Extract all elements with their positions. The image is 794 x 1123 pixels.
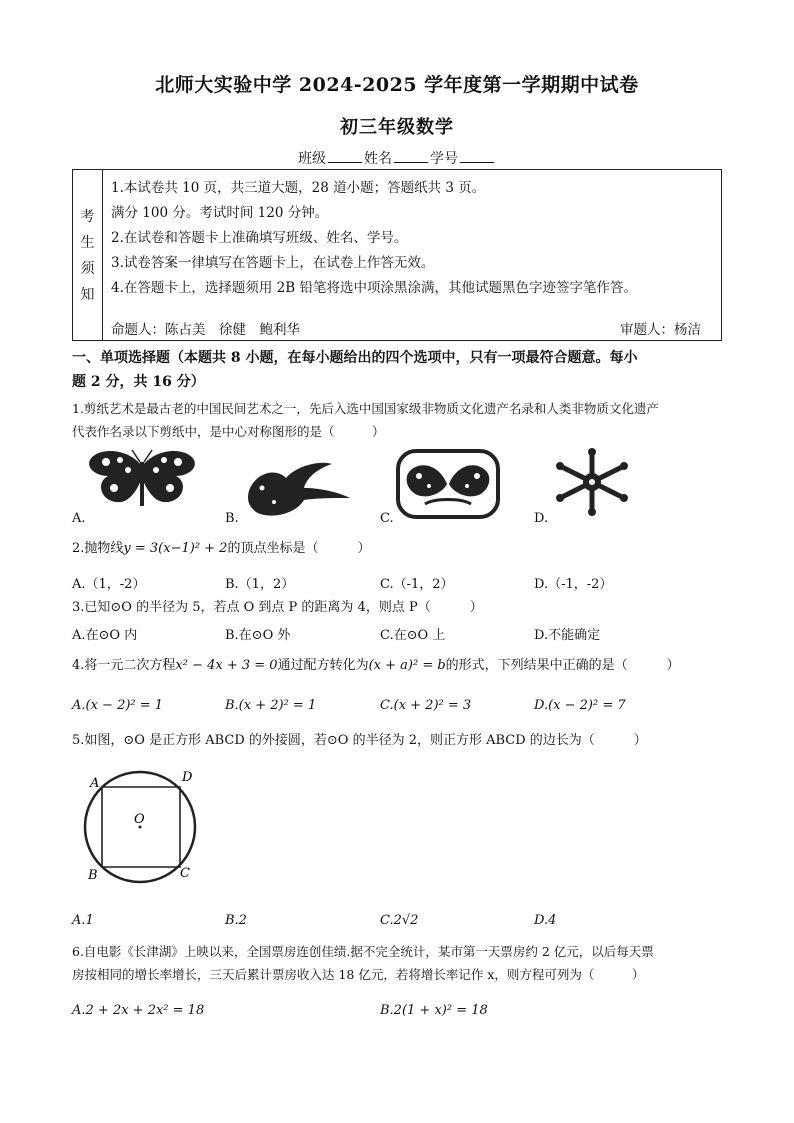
question-1 — [72, 397, 728, 443]
option-d[interactable]: D.4 — [534, 913, 557, 928]
label-c: C — [180, 866, 190, 881]
notice-line: 3.试卷答案一律填写在答题卡上，在试卷上作答无效。 — [111, 255, 435, 271]
option-b[interactable]: B.2 — [225, 913, 247, 928]
student-info-line — [0, 148, 794, 168]
label-a: A — [90, 776, 100, 791]
notice-char: 知 — [80, 287, 95, 303]
option-d[interactable]: D. — [534, 511, 549, 526]
notice-body — [111, 176, 713, 301]
question-1-line1: 1.剪纸艺术是最古老的中国民间艺术之一，先后入选中国国家级非物质文化遗产名录和人类非物质文化遗产 — [72, 401, 659, 416]
notice-char: 考 — [80, 209, 95, 225]
option-b[interactable]: B.（1，2） — [225, 577, 295, 592]
question-2-formula: y = 3(x−1)² + 2 — [123, 541, 228, 556]
notice-line: 1.本试卷共 10 页，共三道大题，28 道小题；答题纸共 3 页。 — [111, 180, 486, 196]
question-4: 4.将一元二次方程x² − 4x + 3 = 0通过配方转化为(x + a)² = b的形式，下列结果中正确的是（ ） — [72, 658, 680, 673]
id-label: 学号 — [430, 151, 458, 167]
name-blank — [394, 150, 428, 163]
class-label: 班级 — [298, 151, 326, 167]
label-d: D — [182, 770, 193, 785]
exam-subtitle: 初三年级数学 — [340, 117, 454, 138]
option-c[interactable]: C.在⊙O 上 — [380, 628, 446, 643]
option-d[interactable]: D.不能确定 — [534, 628, 601, 643]
option-b[interactable]: B.在⊙O 外 — [225, 628, 291, 643]
option-d[interactable]: D.(x − 2)² = 7 — [534, 698, 626, 713]
authors: 命题人：陈占美 徐健 鲍利华 — [111, 322, 300, 338]
question-6 — [72, 940, 728, 986]
exam-notice-box — [72, 169, 722, 341]
question-2: 2.抛物线y = 3(x−1)² + 2的顶点坐标是（ ） — [72, 541, 371, 556]
question-3: 3.已知⊙O 的半径为 5，若点 O 到点 P 的距离为 4，则点 P（ ） — [72, 600, 483, 615]
option-c[interactable]: C.2√2 — [380, 913, 419, 928]
id-blank — [460, 150, 494, 163]
option-a[interactable]: A.1 — [72, 913, 94, 928]
option-a[interactable]: A.（1，-2） — [72, 577, 146, 592]
circle-square-figure — [76, 765, 212, 891]
notice-char: 生 — [80, 235, 95, 251]
label-o: O — [134, 812, 145, 827]
butterfly-papercut-image — [86, 446, 198, 516]
question-4-formula: x² − 4x + 3 = 0 — [175, 658, 278, 673]
snowflake-papercut-image — [552, 446, 632, 518]
notice-line: 4.在答题卡上，选择题须用 2B 铅笔将选中项涂黑涂满，其他试题黑色字迹签字笔作答。 — [111, 280, 637, 296]
option-a[interactable]: A.(x − 2)² = 1 — [72, 698, 164, 713]
option-d[interactable]: D.（-1，-2） — [534, 577, 613, 592]
swallows-papercut-image — [240, 458, 352, 522]
option-b[interactable]: B.2(1 + x)² = 18 — [380, 1003, 488, 1018]
option-c[interactable]: C. — [380, 511, 394, 526]
notice-side-label — [73, 170, 103, 340]
fish-papercut-image — [395, 448, 501, 520]
option-a[interactable]: A.在⊙O 内 — [72, 628, 138, 643]
name-label: 姓名 — [364, 151, 392, 167]
notice-line: 满分 100 分。考试时间 120 分钟。 — [111, 205, 329, 221]
question-5: 5.如图，⊙O 是正方形 ABCD 的外接圆，若⊙O 的半径为 2，则正方形 ABCD 的边长为（ ） — [72, 733, 647, 748]
class-blank — [328, 150, 362, 163]
notice-line: 2.在试卷和答题卡上准确填写班级、姓名、学号。 — [111, 230, 408, 246]
exam-title: 北师大实验中学 2024-2025 学年度第一学期期中试卷 — [155, 74, 639, 96]
question-6-line2: 房按相同的增长率增长，三天后累计票房收入达 18 亿元，若将增长率记作 x，则方程可列为（ ） — [72, 967, 645, 982]
option-b[interactable]: B. — [225, 511, 239, 526]
section-heading: 一、单项选择题（本题共 8 小题，在每小题给出的四个选项中，只有一项最符合题意。每小 题 2 分，共 16 分） — [72, 350, 638, 390]
option-a[interactable]: A. — [72, 511, 86, 526]
question-4-formula2: (x + a)² = b — [368, 658, 446, 673]
option-a[interactable]: A.2 + 2x + 2x² = 18 — [72, 1003, 205, 1018]
notice-char: 须 — [80, 261, 95, 277]
label-b: B — [88, 868, 98, 883]
notice-footer — [111, 318, 701, 338]
reviewer: 审题人：杨洁 — [620, 322, 701, 338]
question-6-line1: 6.自电影《长津湖》上映以来，全国票房连创佳绩.据不完全统计，某市第一天票房约 2 亿元，以后每天票 — [72, 944, 654, 959]
option-c[interactable]: C.（-1，2） — [380, 577, 454, 592]
option-b[interactable]: B.(x + 2)² = 1 — [225, 698, 317, 713]
question-1-line2: 代表作名录以下剪纸中，是中心对称图形的是（ ） — [72, 424, 385, 439]
option-c[interactable]: C.(x + 2)² = 3 — [380, 698, 472, 713]
